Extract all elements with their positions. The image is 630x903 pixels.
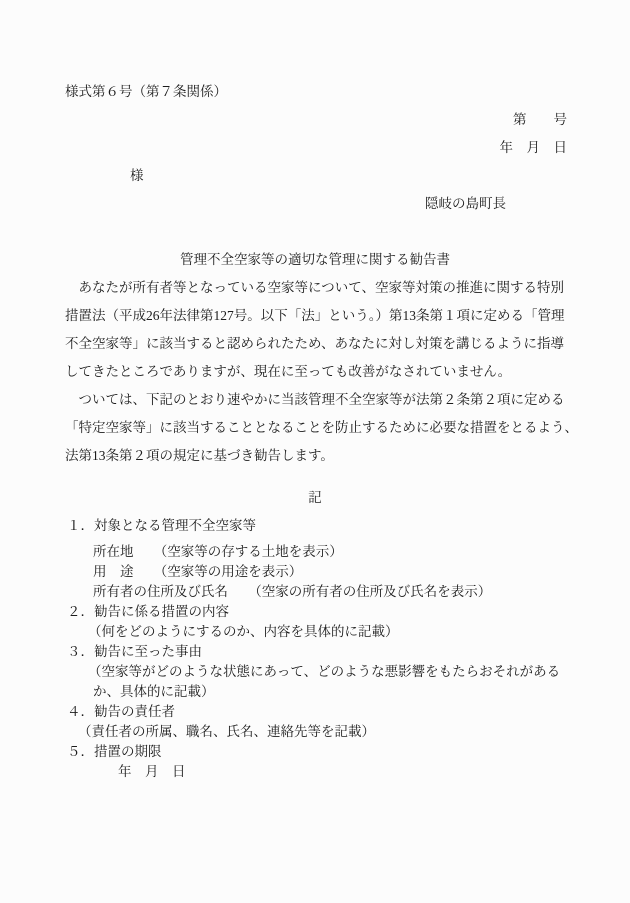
item2-note: （何をどのようにするのか、内容を具体的に記載） [88, 624, 399, 639]
paragraph1-line4: してきたところでありますが、現在に至っても改善がなされていません。 [65, 364, 512, 379]
paragraph1-line3: 不全空家等」に該当すると認められたため、あなたに対し対策を講じるように指導 [65, 336, 564, 351]
spacer [0, 218, 630, 246]
item4-heading: ４．勧告の責任者 [67, 704, 175, 719]
item1-heading: １．対象となる管理不全空家等 [67, 518, 256, 533]
addressee-salutation: 様 [130, 168, 144, 183]
item1-owner: 所有者の住所及び氏名 （空家の所有者の住所及び氏名を表示） [93, 584, 492, 599]
item1-location: 所在地 （空家等の存する土地を表示） [93, 544, 343, 559]
item3-note-line2: か、具体的に記載） [93, 684, 215, 699]
record-marker: 記 [308, 490, 322, 505]
item1-usage: 用 途 （空家等の用途を表示） [93, 564, 303, 579]
record-list [0, 516, 630, 782]
item3-heading: ３．勧告に至った事由 [67, 644, 202, 659]
form-number: 様式第６号（第７条関係） [65, 84, 227, 99]
item5-heading: ５．措置の期限 [67, 744, 162, 759]
issuer-title: 隠岐の島町長 [425, 196, 506, 211]
date-line: 年 月 日 [499, 140, 567, 155]
paragraph2-line2: 「特定空家等」に該当することとなることを防止するために必要な措置をとるよう、 [65, 420, 578, 435]
item5-date: 年 月 日 [118, 764, 186, 779]
paragraph2-line1: ついては、下記のとおり速やかに当該管理不全空家等が法第２条第２項に定める [65, 392, 565, 407]
paragraph1-line1: あなたが所有者等となっている空家等について、空家等対策の推進に関する特別 [65, 280, 564, 295]
document-number-line: 第 号 [513, 112, 567, 127]
item2-heading: ２．勧告に係る措置の内容 [67, 604, 229, 619]
item4-note: （責任者の所属、職名、氏名、連絡先等を記載） [78, 724, 375, 739]
paragraph1-line2: 措置法（平成26年法律第127号。以下「法」という。）第13条第１項に定める「管理 [65, 308, 565, 323]
item3-note-line1: （空家等がどのような状態にあって、どのような悪影響をもたらおそれがある [88, 664, 561, 679]
document-title: 管理不全空家等の適切な管理に関する勧告書 [180, 252, 450, 267]
paragraph2-line3: 法第13条第２項の規定に基づき勧告します。 [65, 448, 334, 463]
